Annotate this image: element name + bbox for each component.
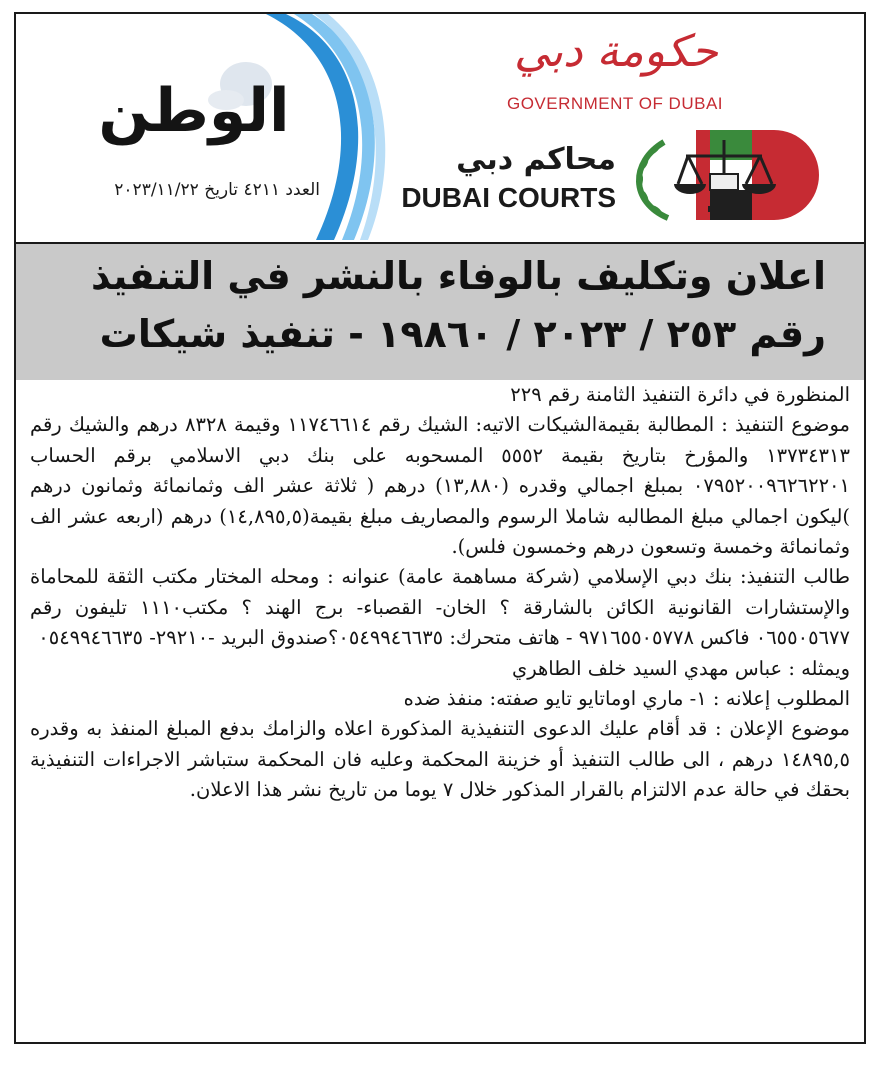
announcement-title-band [16, 242, 864, 380]
government-name-english: GOVERNMENT OF DUBAI [506, 94, 724, 113]
header [16, 14, 864, 240]
courts-name-english: DUBAI COURTS [401, 182, 616, 213]
announcement-body [30, 380, 850, 806]
execution-circuit-paragraph: المنظورة في دائرة التنفيذ الثامنة رقم ٢٢٩ [510, 383, 850, 406]
party-to-be-notified-paragraph: المطلوب إعلانه : ١- ماري اوماتايو تايو صفته: منفذ ضده [403, 687, 850, 711]
dubai-courts-emblem-icon [624, 122, 820, 228]
representative-paragraph: ويمثله : عباس مهدي السيد خلف الطاهري [511, 656, 850, 680]
announcement-title-line-1: اعلان وتكليف بالوفاء بالنشر في التنفيذ [91, 254, 826, 298]
announcement-title-line-2: رقم ٢٥٣ / ٢٠٢٣ / ١٩٨٦٠ - تنفيذ شيكات [99, 312, 826, 356]
courts-name-arabic: محاكم دبي [456, 142, 616, 177]
government-name-arabic: حكومة دبي [514, 26, 718, 77]
execution-applicant-paragraph: طالب التنفيذ: بنك دبي الإسلامي (شركة مساهمة عامة) عنوانه : ومحله المختار مكتب الثقة للمحاماة والإستشارات القانونية الكائن بالشارقة ؟ الخان- القصباء- برج الهند ؟ مكتب١١١٠ تليفون رقم ٠٦٥٥٠٥٦٧٧ فاكس ٩٧١٦٥٥٠٥٧٧٨ - هاتف متحرك: ٠٥٤٩٩٤٦٦٣٥؟صندوق البريد -٢٩٢١٠- ٠٥٤٩٩٤٦٦٣٥ [30, 565, 851, 650]
issue-number-and-date: العدد ٤٢١١ تاريخ ٢٠٢٣/١١/٢٢ [114, 180, 320, 200]
announcement-frame [14, 12, 866, 1044]
newspaper-name: الوطن [98, 76, 290, 146]
notice-subject-paragraph: موضوع الإعلان : قد أقام عليك الدعوى التنفيذية المذكورة اعلاه والزامك بدفع المبلغ المنفذ به وقدره ١٤٨٩٥,٥ درهم ، الى طالب التنفيذ أو خزينة المحكمة وعليه فان المحكمة ستباشر الاجراءات التنفيذية بحقك في حالة عدم الالتزام بالقرار المذكور خلال ٧ يوما من تاريخ نشر هذا الاعلان. [30, 717, 850, 802]
execution-subject-paragraph: موضوع التنفيذ : المطالبة بقيمةالشيكات الاتيه: الشيك رقم ١١٧٤٦٦١٤ وقيمة ٨٣٢٨ درهم والشيك رقم ١٣٧٣٤٣١٣ والمؤرخ بتاريخ بقيمة ٥٥٥٢ المسحوبه على بنك دبي الاسلامي برقم الحساب ٠٧٩٥٢٠٠٩٦٢٦٢٢٠١ بمبلغ اجمالي وقدره (١٣,٨٨٠) درهم ( ثلاثة عشر الف وثمانمائة وثمانون درهم )ليكون اجمالي مبلغ المطالبه شاملا الرسوم والمصاريف مبلغ بقيمة(١٤,٨٩٥,٥) درهم (اربعه عشر الف وثمانمائة وخمسة وتسعون درهم وخمسون فلس). [30, 413, 850, 559]
